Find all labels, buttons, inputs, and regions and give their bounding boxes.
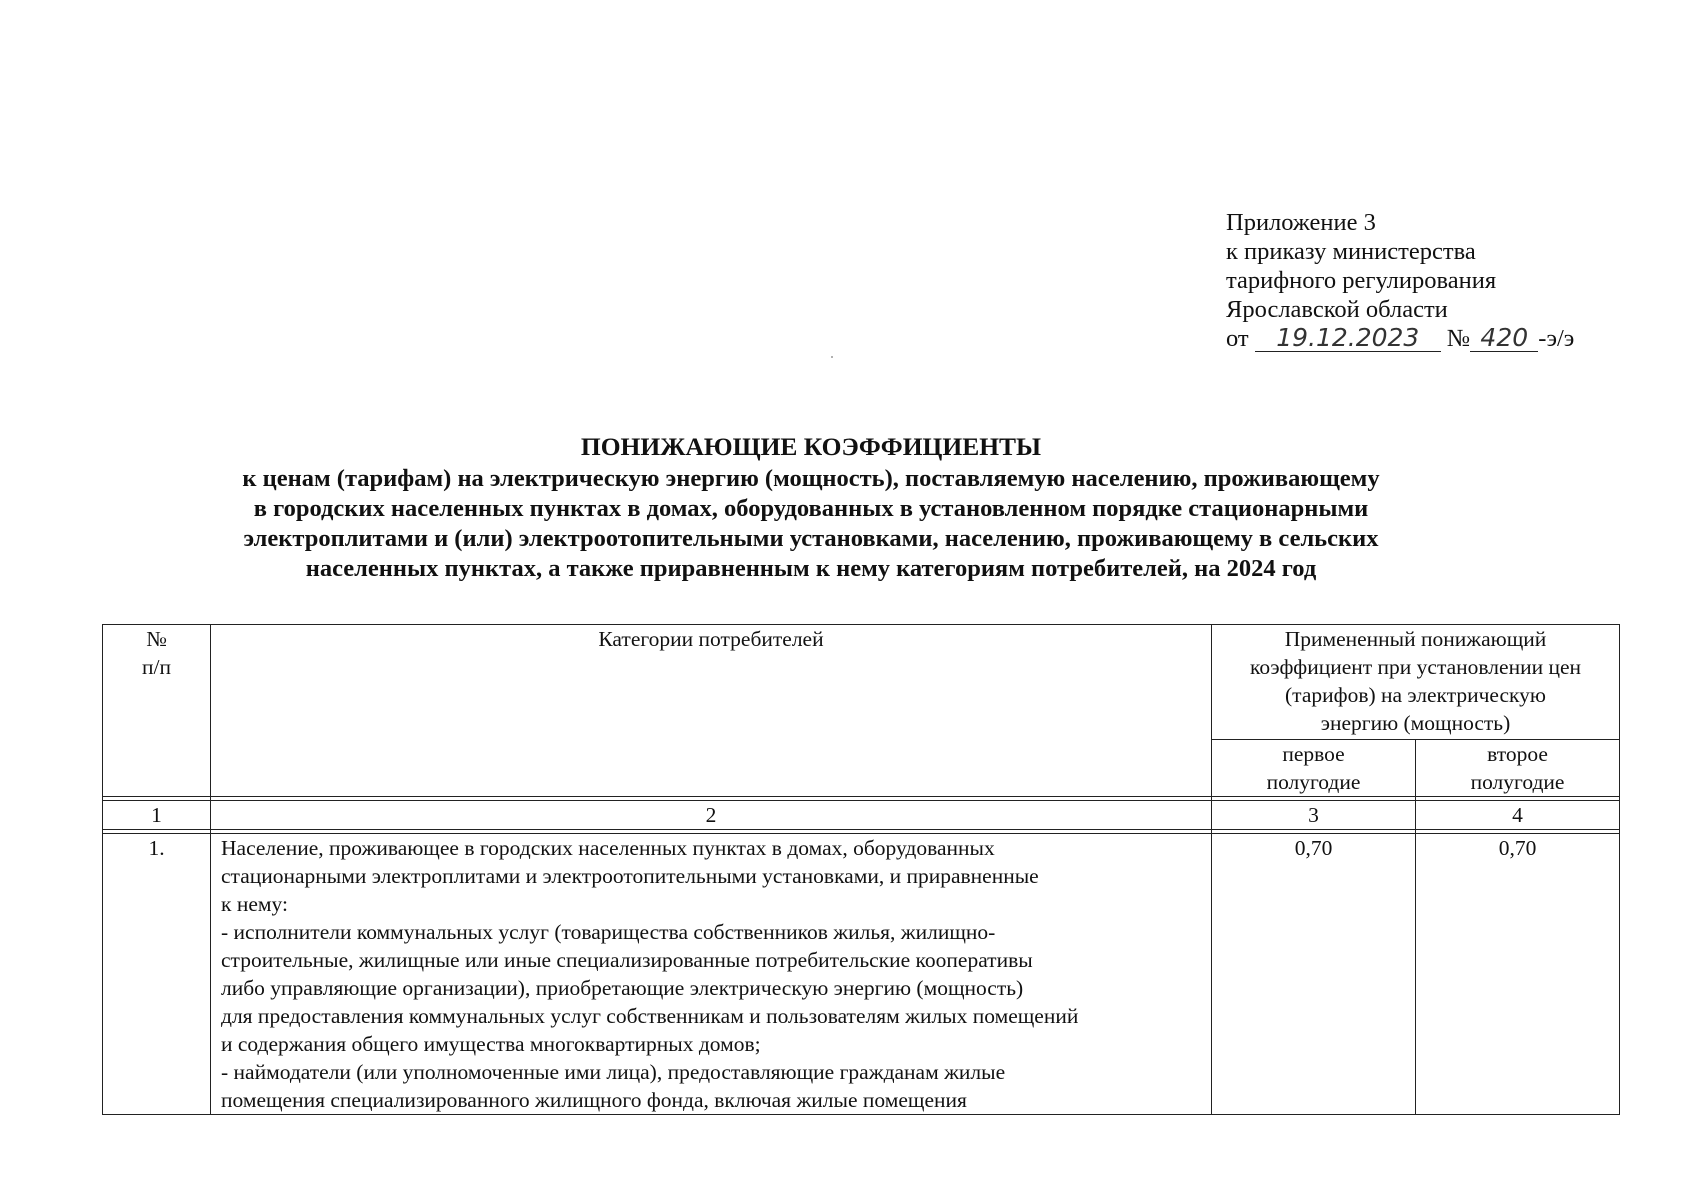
column-number: 3 (1212, 801, 1416, 830)
header-second-half-line: полугодие (1470, 770, 1565, 794)
row-text-line: помещения специализированного жилищного фонда, включая жилые помещения (221, 1088, 967, 1112)
column-number: 2 (211, 801, 1212, 830)
coefficients-table (102, 624, 1620, 1115)
appendix-line-2: к приказу министерства (1226, 238, 1476, 265)
column-number-row (103, 801, 1620, 830)
header-coefficient-line: Примененный понижающий (1284, 627, 1547, 651)
header-second-half (1416, 740, 1620, 797)
header-num (103, 625, 211, 797)
row-text-line: стационарными электроплитами и электроотопительными установками, и приравненные (221, 864, 1039, 888)
row-text-line: строительные, жилищные или иные специализированные потребительские кооперативы (221, 948, 1033, 972)
column-number: 4 (1416, 801, 1620, 830)
row-text-line: к нему: (221, 892, 288, 916)
row-text-line: Население, проживающее в городских населенных пунктах в домах, оборудованных (221, 836, 995, 860)
header-first-half-line: полугодие (1266, 770, 1361, 794)
header-first-half-line: первое (1282, 742, 1345, 766)
header-category: Категории потребителей (211, 625, 1212, 797)
header-second-half-line: второе (1487, 742, 1548, 766)
number-suffix: -э/э (1538, 325, 1575, 352)
column-number: 1 (103, 801, 211, 830)
handwritten-number: 420 (1470, 325, 1538, 352)
header-num-abbrev: п/п (142, 655, 171, 679)
row-text-line: - наймодатели (или уполномоченные ими лица), предоставляющие гражданам жилые (221, 1060, 1006, 1084)
appendix-line-4: Ярославской области (1226, 296, 1448, 323)
title-subline-3: электроплитами и (или) электроотопительными установками, населению, проживающему в сельских (243, 525, 1379, 552)
row-text-line: и содержания общего имущества многоквартирных домов; (221, 1032, 761, 1056)
header-num-symbol: № (146, 627, 167, 651)
row-first-half-value: 0,70 (1212, 834, 1416, 1115)
row-text-line: - исполнители коммунальных услуг (товарищества собственников жилья, жилищно- (221, 920, 996, 944)
row-category-text (211, 834, 1212, 1115)
row-text-line: либо управляющие организации), приобретающие электрическую энергию (мощность) (221, 976, 1024, 1000)
appendix-line-1: Приложение 3 (1226, 209, 1376, 236)
handwritten-date: 19.12.2023 (1255, 325, 1441, 352)
title-subline-1: к ценам (тарифам) на электрическую энергию (мощность), поставляемую населению, проживающему (242, 465, 1380, 492)
header-coefficient-line: энергию (мощность) (1320, 711, 1511, 735)
appendix-from-label: от (1226, 325, 1249, 352)
row-second-half-value: 0,70 (1416, 834, 1620, 1115)
appendix-line-3: тарифного регулирования (1226, 267, 1497, 294)
header-coefficient-line: (тарифов) на электрическую (1285, 683, 1546, 707)
row-text-line: для предоставления коммунальных услуг собственникам и пользователям жилых помещений (221, 1004, 1079, 1028)
table-header-row (103, 625, 1620, 740)
row-number: 1. (103, 834, 211, 1115)
appendix-order-line (1226, 324, 1574, 353)
title-main: ПОНИЖАЮЩИЕ КОЭФФИЦИЕНТЫ (580, 432, 1042, 461)
title-subline-2: в городских населенных пунктах в домах, оборудованных в установленном порядке стационарными (253, 495, 1369, 522)
appendix-block (1226, 208, 1574, 353)
table-row (103, 834, 1620, 1115)
header-coefficient-line: коэффициент при установлении цен (1250, 655, 1582, 679)
header-first-half (1212, 740, 1416, 797)
header-coefficient (1212, 625, 1620, 740)
title-subline-4: населенных пунктах, а также приравненным к нему категориям потребителей, на 2024 год (305, 555, 1317, 582)
document-title (96, 432, 1526, 584)
scan-speck (831, 356, 833, 358)
number-sign: № (1446, 325, 1471, 352)
